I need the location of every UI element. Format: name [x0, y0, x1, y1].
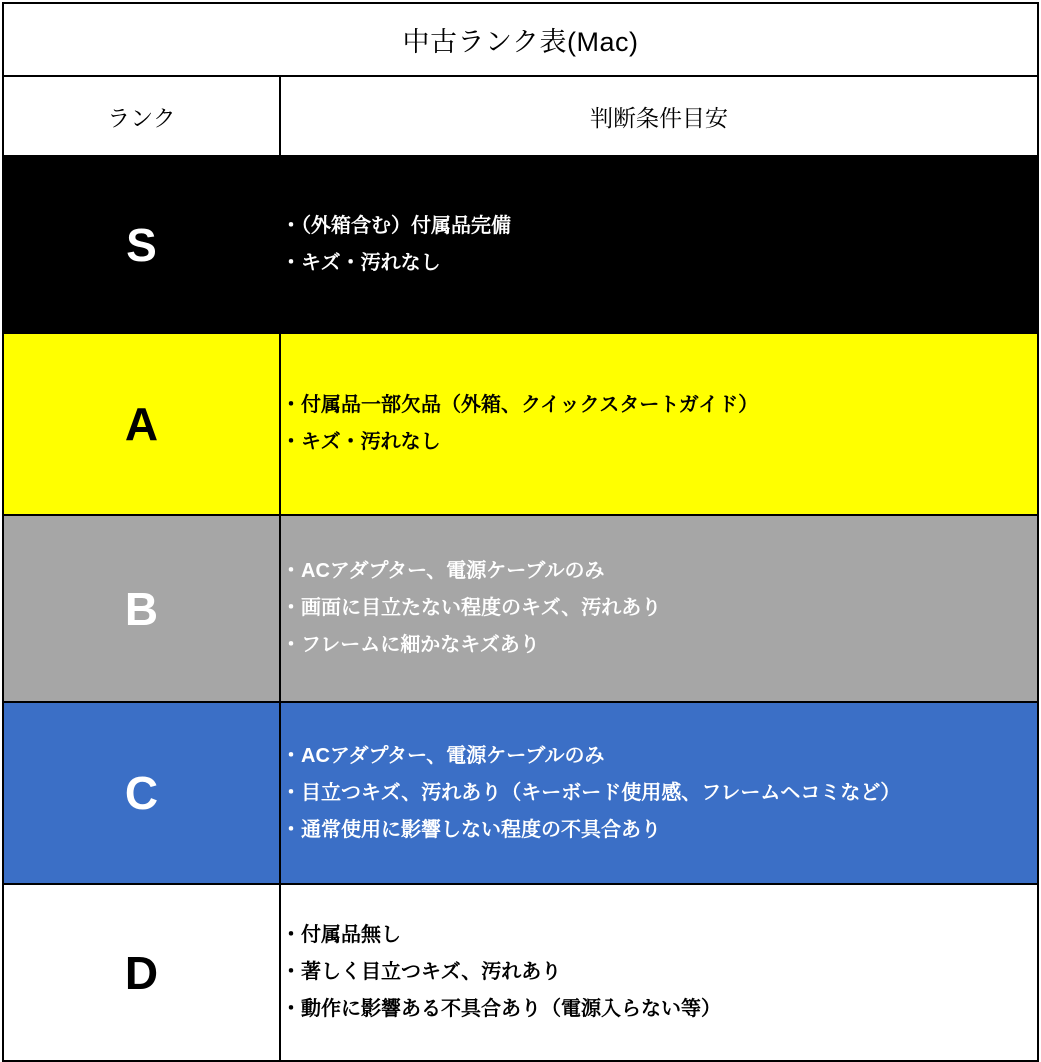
- condition-cell-s: [280, 156, 1038, 333]
- page-title: 中古ランク表(Mac): [3, 3, 1038, 76]
- condition-item: ・フレームに細かなキズあり: [281, 634, 540, 656]
- table-row: [3, 333, 1038, 515]
- column-header-condition: 判断条件目安: [280, 76, 1038, 156]
- rank-label-a: A: [3, 333, 280, 515]
- condition-item: ・動作に影響ある不具合あり（電源入らない等）: [281, 998, 721, 1020]
- rank-table-sheet: [0, 2, 1041, 1053]
- condition-item: ・著しく目立つキズ、汚れあり: [281, 961, 562, 983]
- condition-item: ・キズ・汚れなし: [281, 431, 441, 453]
- column-header-rank: ランク: [3, 76, 280, 156]
- condition-item: ・ACアダプター、電源ケーブルのみ: [281, 744, 605, 767]
- condition-list: [281, 553, 1037, 664]
- condition-item: ・付属品無し: [281, 924, 401, 946]
- table-row: [3, 156, 1038, 333]
- condition-cell-d: [280, 884, 1038, 1061]
- condition-item: ・通常使用に影響しない程度の不具合あり: [281, 818, 661, 841]
- rank-label-d: D: [3, 884, 280, 1061]
- condition-cell-b: [280, 515, 1038, 702]
- condition-item: ・キズ・汚れなし: [281, 251, 441, 274]
- condition-list: [281, 738, 1037, 849]
- condition-item: ・付属品一部欠品（外箱、クイックスタートガイド）: [281, 394, 759, 416]
- condition-item: ・目立つキズ、汚れあり（キーボード使用感、フレームヘコミなど）: [281, 781, 901, 804]
- condition-list: [281, 208, 1037, 282]
- condition-item: ・画面に目立たない程度のキズ、汚れあり: [281, 597, 662, 619]
- used-rank-table: [2, 2, 1039, 1062]
- title-row: [3, 3, 1038, 76]
- rank-label-c: C: [3, 702, 280, 884]
- rank-label-b: B: [3, 515, 280, 702]
- condition-item: ・ACアダプター、電源ケーブルのみ: [281, 560, 605, 582]
- rank-label-s: S: [3, 156, 280, 333]
- header-row: [3, 76, 1038, 156]
- condition-item: ・（外箱含む）付属品完備: [281, 214, 511, 237]
- table-row: [3, 702, 1038, 884]
- condition-list: [281, 917, 1037, 1028]
- condition-list: [281, 387, 1037, 461]
- table-row: [3, 515, 1038, 702]
- condition-cell-a: [280, 333, 1038, 515]
- condition-cell-c: [280, 702, 1038, 884]
- table-row: [3, 884, 1038, 1061]
